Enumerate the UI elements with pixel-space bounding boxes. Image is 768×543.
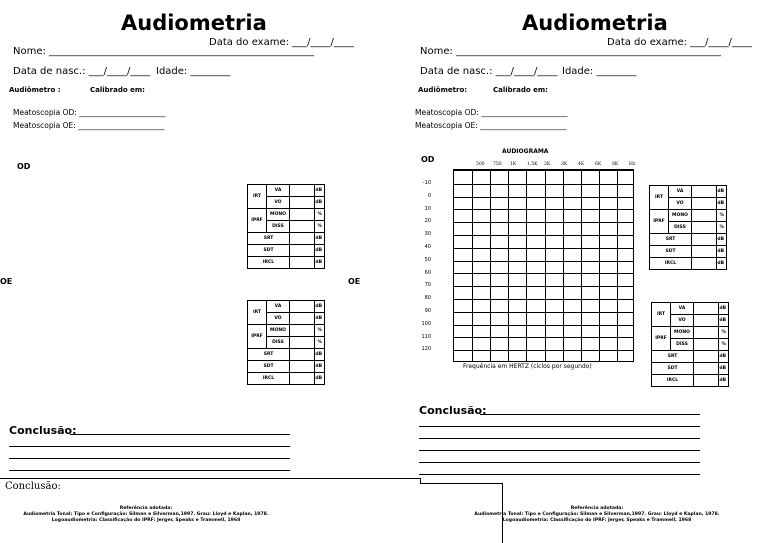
db-label: 70 [424,282,431,289]
unit-db: dB [719,315,729,327]
left-conclusion-line[interactable] [9,458,290,459]
irt-label: IRT [248,301,267,325]
sdt-value[interactable] [692,246,717,258]
right-reference [452,506,742,524]
diss-value[interactable] [290,221,315,233]
iprf-label: IPRF [248,325,267,349]
unit-db: dB [717,198,727,210]
grid-col-line [508,171,509,361]
unit-db: dB [315,349,325,361]
db-label: 90 [424,308,431,314]
freq-label: 750 [493,162,502,167]
db-label: 30 [424,231,431,238]
reference-line2: Logoaudiometria: Classificação do IPRF: Jerger, Speaks e Trammell, 1968 [51,518,241,523]
freq-label: 1K [510,162,517,167]
unit-db: dB [719,363,729,375]
diss-value[interactable] [290,337,315,349]
right-od-table [649,185,727,270]
left-age-field[interactable]: Idade: ________ [156,66,231,77]
reference-line1: Audiometria Tonal: Tipo e Configuração: Silman e Silverman,1997. Grau: Lloyd e Kaplan, 1978. [23,512,269,517]
unit-pct: % [315,337,325,349]
right-od-label: OD [421,155,435,164]
ircl-value[interactable] [694,375,719,387]
audiogram-title: AUDIOGRAMA [502,148,549,155]
vo-label: VO [267,313,290,325]
grid-row-line [454,248,633,249]
grid-col-line [581,171,582,361]
left-title: Audiometria [121,11,267,35]
srt-label: SRT [652,351,694,363]
left-meatoscopy-oe[interactable]: Meatoscopia OE: _______________________ [13,121,165,130]
unit-db: dB [719,303,729,315]
grid-col-line [563,171,564,361]
va-label: VA [267,301,290,313]
mono-label: MONO [267,325,290,337]
reference-heading: Referência adotada: [570,506,624,511]
unit-pct: % [315,221,325,233]
unit-db: dB [315,301,325,313]
unit-pct: % [719,339,729,351]
grid-col-line [617,171,618,361]
unit-db: dB [315,313,325,325]
footer-box-step [420,478,421,483]
db-label: 40 [424,244,431,250]
va-label: VA [267,185,290,197]
grid-col-line [472,171,473,361]
freq-label: 8K [612,162,619,167]
grid-row-line [454,273,633,274]
reference-line2: Logoaudiometria: Classificação do IPRF: Jerger, Speaks e Trammell, 1968 [502,518,692,523]
reference-heading: Referência adotada: [119,506,173,511]
left-meatoscopy-od[interactable]: Meatoscopia OD: _______________________ [13,108,166,117]
right-conclusion-line[interactable] [419,426,700,427]
right-oe-table [651,302,729,387]
mono-label: MONO [669,210,692,222]
unit-db: dB [717,186,727,198]
unit-pct: % [717,210,727,222]
diss-value[interactable] [692,222,717,234]
srt-value[interactable] [692,234,717,246]
diss-label: DISS [669,222,692,234]
iprf-label: IPRF [650,210,669,234]
left-exam-date: Data do exame: ___/____/____ [209,37,354,48]
unit-pct: % [315,325,325,337]
vo-value[interactable] [692,198,717,210]
unit-db: dB [717,234,727,246]
unit-db: dB [315,361,325,373]
left-od-table [247,184,325,269]
left-conclusion-line[interactable] [70,434,290,435]
db-label: 120 [421,346,431,353]
grid-col-line [599,171,600,361]
grid-row-line [454,312,633,313]
right-calibrated-label: Calibrado em: [493,86,548,94]
left-od-label: OD [17,162,31,171]
unit-db: dB [717,258,727,270]
left-birthdate-field[interactable]: Data de nasc.: ___/____/____ [13,66,151,77]
unit-db: dB [717,246,727,258]
footer-box-top-right [420,483,502,484]
grid-col-line [545,171,546,361]
db-label: 10 [424,205,431,212]
right-conclusion-line[interactable] [419,438,700,439]
right-title: Audiometria [522,11,668,35]
right-age-field[interactable]: Idade: ________ [562,66,637,77]
va-value[interactable] [694,303,719,315]
mono-label: MONO [671,327,694,339]
left-conclusion-line[interactable] [9,470,290,471]
db-label: 80 [424,295,431,302]
freq-label: 4K [578,162,585,167]
db-label: -10 [422,180,431,186]
right-conclusion-line[interactable] [480,414,700,415]
unit-db: dB [315,197,325,209]
right-name-field[interactable]: Nome: _____________________________________________________ [420,46,722,57]
right-conclusion-line[interactable] [419,450,700,451]
srt-value[interactable] [290,233,315,245]
ircl-value[interactable] [290,257,315,269]
unit-db: dB [315,233,325,245]
va-label: VA [669,186,692,198]
ircl-label: IRCL [248,373,290,385]
right-audiometer-label: Audiômetro: [418,86,468,94]
grid-col-line [490,171,491,361]
sdt-value[interactable] [290,245,315,257]
right-conclusion-line[interactable] [419,462,700,463]
right-conclusion-line[interactable] [419,474,700,475]
right-meatoscopy-od[interactable]: Meatoscopia OD: _______________________ [415,108,568,117]
left-conclusion-label: Conclusão: [9,424,77,437]
freq-label: Hz [629,162,636,167]
grid-row-line [454,350,633,351]
db-label: 0 [427,192,431,199]
vo-label: VO [669,198,692,210]
grid-col-line [526,171,527,361]
grid-row-line [454,286,633,287]
srt-label: SRT [650,234,692,246]
irt-label: IRT [650,186,669,210]
irt-label: IRT [248,185,267,209]
vo-label: VO [671,315,694,327]
right-conclusion-label: Conclusão: [419,404,487,417]
sdt-value[interactable] [694,363,719,375]
freq-label: 1,5K [527,162,538,167]
srt-value[interactable] [290,349,315,361]
freq-label: 6K [595,162,602,167]
db-label: 110 [421,333,431,340]
iprf-label: IPRF [652,327,671,351]
grid-row-line [454,197,633,198]
audiogram-grid[interactable] [453,170,634,362]
db-label: 20 [424,218,431,225]
freq-label: 3K [561,162,568,167]
grid-row-line [454,261,633,262]
iprf-label: IPRF [248,209,267,233]
reference-line1: Audiometria Tonal: Tipo e Configuração: Silman e Silverman,1997. Grau: Lloyd e Kaplan, 1978. [474,512,720,517]
sdt-value[interactable] [290,361,315,373]
unit-db: dB [315,245,325,257]
va-value[interactable] [692,186,717,198]
right-birthdate-field[interactable]: Data de nasc.: ___/____/____ [420,66,558,77]
freq-label: 2K [544,162,551,167]
db-label: 100 [421,320,431,327]
unit-db: dB [315,257,325,269]
left-oe-table [247,300,325,385]
ircl-value[interactable] [692,258,717,270]
sdt-label: SDT [650,246,692,258]
db-label: 60 [424,269,431,276]
left-reference [6,506,286,524]
mono-value[interactable] [692,210,717,222]
left-calibrated-label: Calibrado em: [90,86,145,94]
sdt-label: SDT [248,361,290,373]
srt-label: SRT [248,233,290,245]
unit-db: dB [719,375,729,387]
freq-label: 500 [476,162,485,167]
grid-row-line [454,325,633,326]
vo-value[interactable] [290,197,315,209]
vo-value[interactable] [694,315,719,327]
left-conclusion-line[interactable] [9,446,290,447]
srt-value[interactable] [694,351,719,363]
unit-db: dB [315,185,325,197]
diss-label: DISS [671,339,694,351]
mid-oe-label: OE [348,277,361,286]
unit-pct: % [719,327,729,339]
va-value[interactable] [290,185,315,197]
vo-label: VO [267,197,290,209]
va-value[interactable] [290,301,315,313]
audiogram-freq-caption: Frequência em HERTZ (ciclos por segundo) [463,363,592,370]
srt-label: SRT [248,349,290,361]
mono-label: MONO [267,209,290,221]
left-oe-label: OE [0,277,13,286]
left-audiometer-label: Audiômetro : [9,86,61,94]
left-name-field[interactable]: Nome: _____________________________________________________ [13,46,315,57]
irt-label: IRT [652,303,671,327]
grid-row-line [454,222,633,223]
ircl-label: IRCL [650,258,692,270]
ircl-label: IRCL [248,257,290,269]
unit-pct: % [717,222,727,234]
grid-row-line [454,299,633,300]
right-exam-date: Data do exame: ___/____/____ [607,37,752,48]
mono-value[interactable] [290,209,315,221]
unit-db: dB [719,351,729,363]
grid-row-line [454,337,633,338]
sdt-label: SDT [248,245,290,257]
unit-db: dB [315,373,325,385]
db-label: 50 [424,256,431,263]
diss-value[interactable] [694,339,719,351]
grid-row-line [454,235,633,236]
mono-value[interactable] [290,325,315,337]
ircl-value[interactable] [290,373,315,385]
grid-row-line [454,184,633,185]
ircl-label: IRCL [652,375,694,387]
va-label: VA [671,303,694,315]
diss-label: DISS [267,221,290,233]
vo-value[interactable] [290,313,315,325]
diss-label: DISS [267,337,290,349]
footer-box-top [0,478,420,479]
footer-conclusion-label: Conclusão: [5,481,61,492]
sdt-label: SDT [652,363,694,375]
grid-row-line [454,209,633,210]
unit-pct: % [315,209,325,221]
right-meatoscopy-oe[interactable]: Meatoscopia OE: _______________________ [415,121,567,130]
mono-value[interactable] [694,327,719,339]
